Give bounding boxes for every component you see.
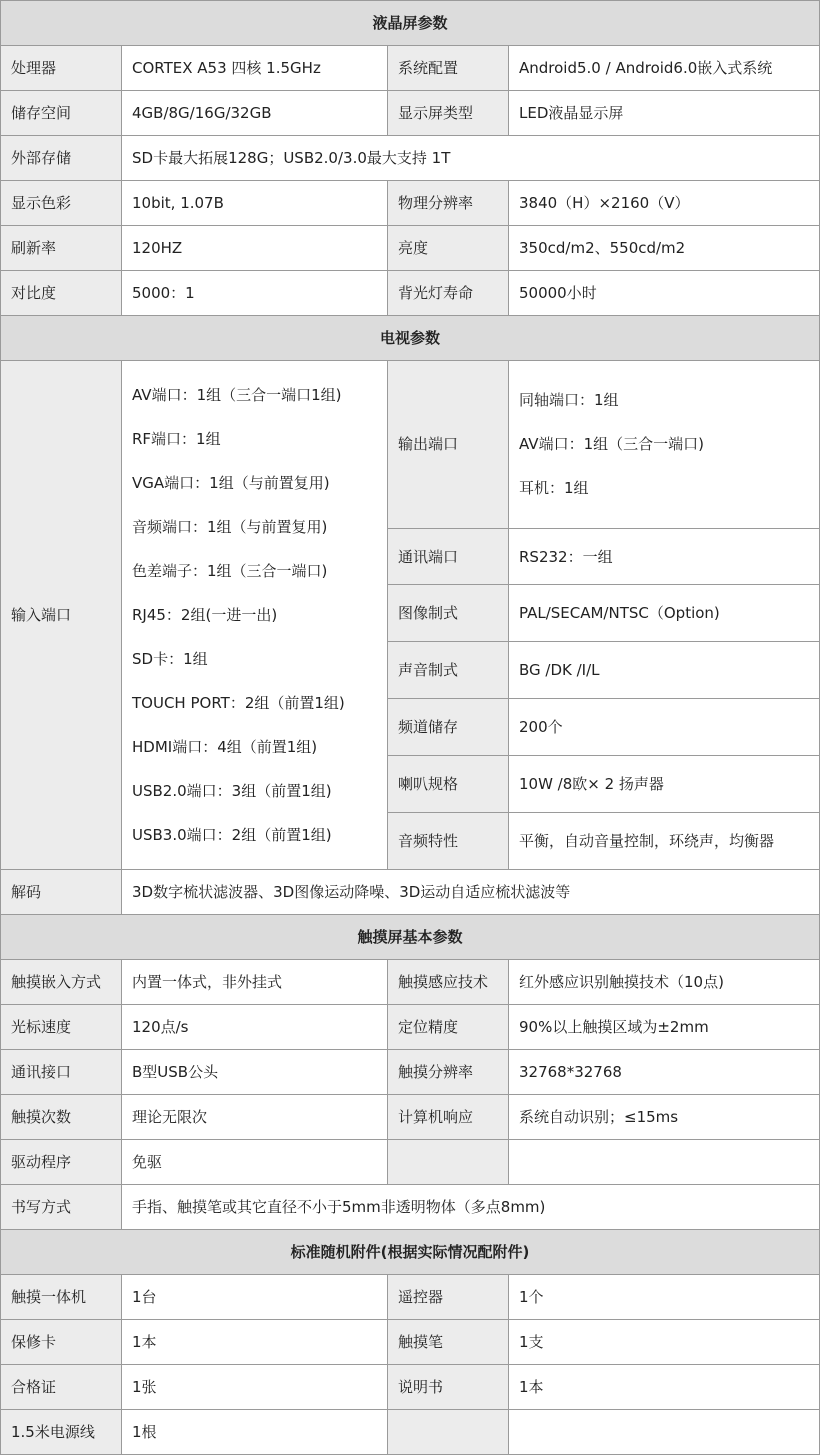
audio-feature-value: 平衡，自动音量控制，环绕声，均衡器 bbox=[509, 813, 820, 870]
touch-tech-label: 触摸感应技术 bbox=[388, 960, 509, 1005]
touch-times-label: 触摸次数 bbox=[1, 1095, 122, 1140]
resolution-label: 物理分辨率 bbox=[388, 181, 509, 226]
sound-format-label: 声音制式 bbox=[388, 642, 509, 699]
input-port-item: USB3.0端口：2组（前置1组) bbox=[132, 826, 332, 844]
writing-method-label: 书写方式 bbox=[1, 1185, 122, 1230]
computer-response-label: 计算机响应 bbox=[388, 1095, 509, 1140]
power-cable-value: 1根 bbox=[122, 1410, 388, 1455]
contrast-label: 对比度 bbox=[1, 271, 122, 316]
cursor-speed-label: 光标速度 bbox=[1, 1005, 122, 1050]
touch-pen-label: 触摸笔 bbox=[388, 1320, 509, 1365]
decode-label: 解码 bbox=[1, 870, 122, 915]
processor-value: CORTEX A53 四核 1.5GHz bbox=[122, 46, 388, 91]
warranty-card-value: 1本 bbox=[122, 1320, 388, 1365]
image-format-label: 图像制式 bbox=[388, 585, 509, 642]
decode-value: 3D数字梳状滤波器、3D图像运动降噪、3D运动自适应梳状滤波等 bbox=[122, 870, 820, 915]
sound-format-value: BG /DK /I/L bbox=[509, 642, 820, 699]
certificate-value: 1张 bbox=[122, 1365, 388, 1410]
manual-value: 1本 bbox=[509, 1365, 820, 1410]
channel-storage-label: 频道储存 bbox=[388, 699, 509, 756]
remote-label: 遥控器 bbox=[388, 1275, 509, 1320]
comm-interface-label: 通讯接口 bbox=[1, 1050, 122, 1095]
backlight-value: 50000小时 bbox=[509, 271, 820, 316]
input-port-item: USB2.0端口：3组（前置1组) bbox=[132, 782, 332, 800]
display-type-value: LED液晶显示屏 bbox=[509, 91, 820, 136]
machine-label: 触摸一体机 bbox=[1, 1275, 122, 1320]
image-format-value: PAL/SECAM/NTSC（Option) bbox=[509, 585, 820, 642]
cursor-speed-value: 120点/s bbox=[122, 1005, 388, 1050]
comm-port-label: 通讯端口 bbox=[388, 528, 509, 585]
output-port-item: AV端口：1组（三合一端口) bbox=[519, 435, 704, 454]
section-header-tv: 电视参数 bbox=[1, 316, 820, 361]
manual-label: 说明书 bbox=[388, 1365, 509, 1410]
output-port-item: 耳机：1组 bbox=[519, 479, 589, 498]
color-value: 10bit, 1.07B bbox=[122, 181, 388, 226]
remote-value: 1个 bbox=[509, 1275, 820, 1320]
touch-resolution-value: 32768*32768 bbox=[509, 1050, 820, 1095]
backlight-label: 背光灯寿命 bbox=[388, 271, 509, 316]
touch-pen-value: 1支 bbox=[509, 1320, 820, 1365]
audio-feature-label: 音频特性 bbox=[388, 813, 509, 870]
machine-value: 1台 bbox=[122, 1275, 388, 1320]
display-type-label: 显示屏类型 bbox=[388, 91, 509, 136]
warranty-card-label: 保修卡 bbox=[1, 1320, 122, 1365]
section-header-touch: 触摸屏基本参数 bbox=[1, 915, 820, 960]
comm-port-value: RS232：一组 bbox=[509, 528, 820, 585]
precision-value: 90%以上触摸区域为±2mm bbox=[509, 1005, 820, 1050]
storage-label: 储存空间 bbox=[1, 91, 122, 136]
contrast-value: 5000：1 bbox=[122, 271, 388, 316]
section-header-accessories: 标准随机附件(根据实际情况配附件) bbox=[1, 1230, 820, 1275]
section-header-lcd: 液晶屏参数 bbox=[1, 1, 820, 46]
touch-tech-value: 红外感应识别触摸技术（10点) bbox=[509, 960, 820, 1005]
input-port-item: TOUCH PORT：2组（前置1组) bbox=[132, 694, 345, 712]
input-ports-label: 输入端口 bbox=[1, 361, 122, 870]
speaker-value: 10W /8欧× 2 扬声器 bbox=[509, 756, 820, 813]
refresh-label: 刷新率 bbox=[1, 226, 122, 271]
input-port-item: HDMI端口：4组（前置1组) bbox=[132, 738, 318, 756]
input-port-item: AV端口：1组（三合一端口1组) bbox=[132, 386, 342, 404]
storage-value: 4GB/8G/16G/32GB bbox=[122, 91, 388, 136]
input-port-item: VGA端口：1组（与前置复用) bbox=[132, 474, 330, 492]
external-storage-label: 外部存储 bbox=[1, 136, 122, 181]
channel-storage-value: 200个 bbox=[509, 699, 820, 756]
touch-resolution-label: 触摸分辨率 bbox=[388, 1050, 509, 1095]
empty-cell bbox=[388, 1410, 509, 1455]
power-cable-label: 1.5米电源线 bbox=[1, 1410, 122, 1455]
brightness-label: 亮度 bbox=[388, 226, 509, 271]
input-port-item: SD卡：1组 bbox=[132, 650, 208, 668]
input-port-item: 音频端口：1组（与前置复用) bbox=[132, 518, 328, 536]
output-ports-list bbox=[509, 361, 820, 529]
processor-label: 处理器 bbox=[1, 46, 122, 91]
precision-label: 定位精度 bbox=[388, 1005, 509, 1050]
color-label: 显示色彩 bbox=[1, 181, 122, 226]
external-storage-value: SD卡最大拓展128G；USB2.0/3.0最大支持 1T bbox=[122, 136, 820, 181]
output-port-item: 同轴端口：1组 bbox=[519, 391, 619, 410]
touch-embed-label: 触摸嵌入方式 bbox=[1, 960, 122, 1005]
input-port-item: RF端口：1组 bbox=[132, 430, 221, 448]
input-port-item: 色差端子：1组（三合一端口) bbox=[132, 562, 328, 580]
resolution-value: 3840（H）×2160（V） bbox=[509, 181, 820, 226]
comm-interface-value: B型USB公头 bbox=[122, 1050, 388, 1095]
brightness-value: 350cd/m2、550cd/m2 bbox=[509, 226, 820, 271]
certificate-label: 合格证 bbox=[1, 1365, 122, 1410]
input-port-item: RJ45：2组(一进一出) bbox=[132, 606, 278, 624]
driver-value: 免驱 bbox=[122, 1140, 388, 1185]
writing-method-value: 手指、触摸笔或其它直径不小于5mm非透明物体（多点8mm) bbox=[122, 1185, 820, 1230]
empty-cell bbox=[388, 1140, 509, 1185]
speaker-label: 喇叭规格 bbox=[388, 756, 509, 813]
system-value: Android5.0 / Android6.0嵌入式系统 bbox=[509, 46, 820, 91]
empty-cell bbox=[509, 1410, 820, 1455]
refresh-value: 120HZ bbox=[122, 226, 388, 271]
computer-response-value: 系统自动识别；≤15ms bbox=[509, 1095, 820, 1140]
output-ports-label: 输出端口 bbox=[388, 361, 509, 529]
touch-embed-value: 内置一体式，非外挂式 bbox=[122, 960, 388, 1005]
driver-label: 驱动程序 bbox=[1, 1140, 122, 1185]
empty-cell bbox=[509, 1140, 820, 1185]
input-ports-list bbox=[122, 361, 388, 870]
system-label: 系统配置 bbox=[388, 46, 509, 91]
touch-times-value: 理论无限次 bbox=[122, 1095, 388, 1140]
